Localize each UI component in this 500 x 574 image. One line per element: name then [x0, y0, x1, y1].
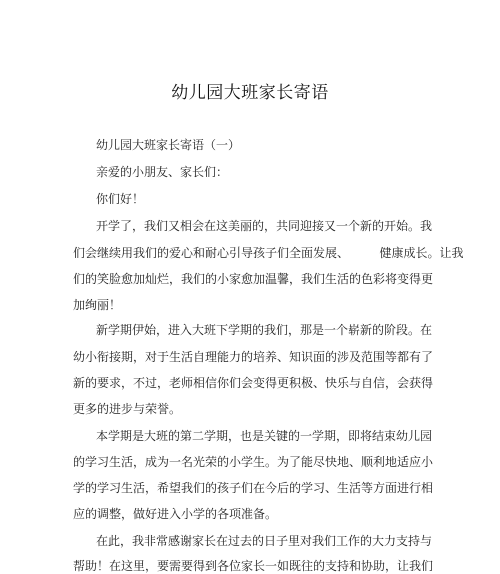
- paragraph-line: 新学期伊始，进入大班下学期的我们，那是一个崭新的阶段。在: [96, 323, 433, 337]
- paragraph-line: 的学习生活，成为一名光荣的小学生。为了能尽快地、顺利地适应小: [73, 455, 434, 469]
- paragraph-line: 学的学习生活，希望我们的孩子们在今后的学习、生活等方面进行相: [73, 481, 434, 495]
- subtitle-line: 幼儿园大班家长寄语（一）: [96, 138, 241, 152]
- paragraph-line: 本学期是大班的第二学期，也是关键的一学期，即将结束幼儿园: [96, 429, 433, 443]
- paragraph-line: 加绚丽！: [73, 298, 122, 312]
- greeting-line: 亲爱的小朋友、家长们：: [96, 165, 229, 179]
- paragraph-line: 幼小衔接期，对于生活自理能力的培养、知识面的涉及范围等都有了: [73, 350, 434, 364]
- paragraph-line: 们会继续用我们的爱心和耐心引导孩子们全面发展、 健康成长。让我: [73, 246, 464, 260]
- greeting-line: 你们好！: [96, 192, 145, 206]
- paragraph-line: 更多的进步与荣誉。: [73, 402, 182, 416]
- paragraph-line: 开学了，我们又相会在这美丽的，共同迎接又一个新的开始。我: [96, 219, 433, 233]
- paragraph-line: 应的调整，做好进入小学的各项准备。: [73, 507, 278, 521]
- paragraph-line: 们的笑脸愈加灿烂，我们的小家愈加温馨，我们生活的色彩将变得更: [73, 272, 434, 286]
- paragraph-line: 在此，我非常感谢家长在过去的日子里对我们工作的大力支持与: [96, 534, 433, 548]
- paragraph-line: 帮助！在这里，要需要得到各位家长一如既往的支持和协助，让我们: [73, 559, 434, 573]
- paragraph-line: 新的要求，不过，老师相信你们会变得更积极、快乐与自信，会获得: [73, 376, 434, 390]
- document-title: 幼儿园大班家长寄语: [171, 83, 329, 103]
